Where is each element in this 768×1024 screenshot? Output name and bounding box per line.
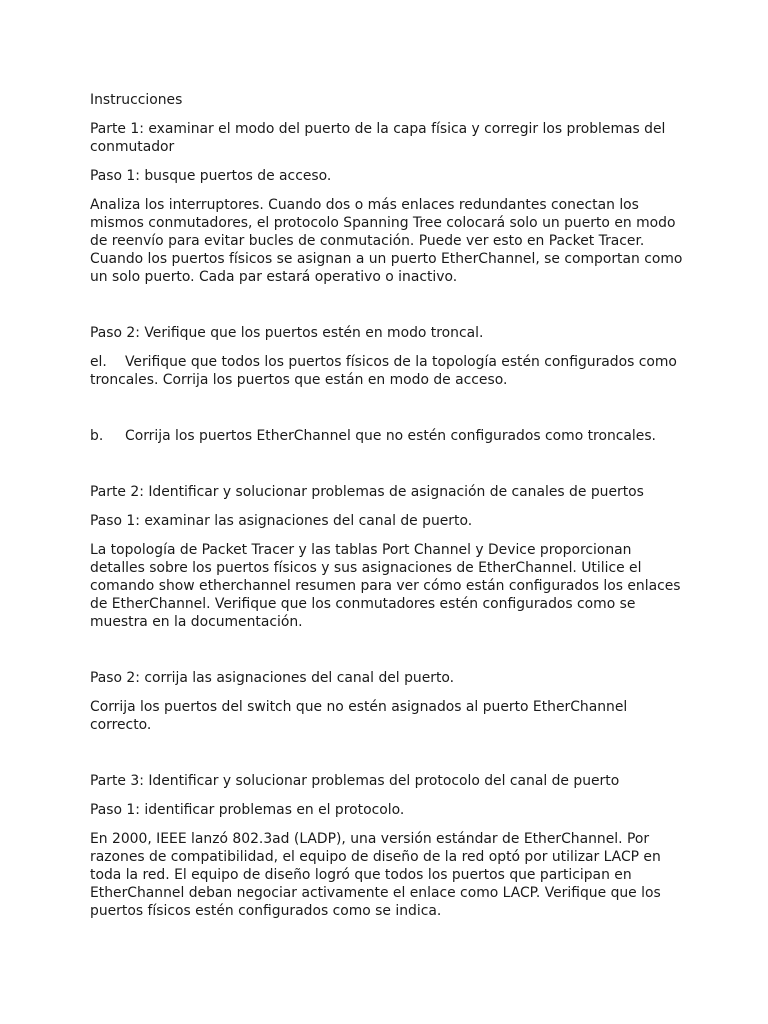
list-marker-b: b. [90,428,104,444]
list-marker-a: el. [90,354,107,370]
part1-heading: Parte 1: examinar el modo del puerto de la capa física y corregir los problemas del conmutador [90,121,666,155]
document-page [90,91,690,920]
list-text-a: Verifique que todos los puertos físicos de la topología estén configurados como troncales. Corrija los puertos que están en modo de acceso. [90,354,677,388]
part2-step1-body: La topología de Packet Tracer y las tablas Port Channel y Device proporcionan detalles sobre los puertos físicos y sus asignaciones de EtherChannel. Utilice el comando show etherchannel resumen para ver cómo están configurados los enlaces de EtherChannel. Verifique que los conmutadores estén configurados como se muestra en la documentación. [90,542,681,630]
list-item-b [90,427,690,445]
part3-step1-body: En 2000, IEEE lanzó 802.3ad (LADP), una versión estándar de EtherChannel. Por razones de compatibilidad, el equipo de diseño de la red optó por utilizar LACP en toda la red. El equipo de diseño logró que todos los puertos que participan en EtherChannel deban negociar activamente el enlace como LACP. Verifique que los puertos físicos estén configurados como se indica. [90,831,661,919]
part1-step1-body: Analiza los interruptores. Cuando dos o más enlaces redundantes conectan los mismos conmutadores, el protocolo Spanning Tree colocará solo un puerto en modo de reenvío para evitar bucles de conmutación. Puede ver esto en Packet Tracer. Cuando los puertos físicos se asignan a un puerto EtherChannel, se comportan como un solo puerto. Cada par estará operativo o inactivo. [90,197,683,285]
part2-heading: Parte 2: Identificar y solucionar problemas de asignación de canales de puertos [90,484,644,500]
part2-step2-heading: Paso 2: corrija las asignaciones del canal del puerto. [90,670,455,686]
document-title: Instrucciones [90,92,183,108]
list-text-b: Corrija los puertos EtherChannel que no estén configurados como troncales. [125,428,656,444]
part3-step1-heading: Paso 1: identificar problemas en el protocolo. [90,802,405,818]
part2-step1-heading: Paso 1: examinar las asignaciones del canal de puerto. [90,513,473,529]
part1-step1-heading: Paso 1: busque puertos de acceso. [90,168,332,184]
part1-step2-heading: Paso 2: Verifique que los puertos estén en modo troncal. [90,325,484,341]
part3-heading: Parte 3: Identificar y solucionar problemas del protocolo del canal de puerto [90,773,620,789]
part2-step2-body: Corrija los puertos del switch que no estén asignados al puerto EtherChannel correcto. [90,699,628,733]
list-item-a [90,353,690,389]
